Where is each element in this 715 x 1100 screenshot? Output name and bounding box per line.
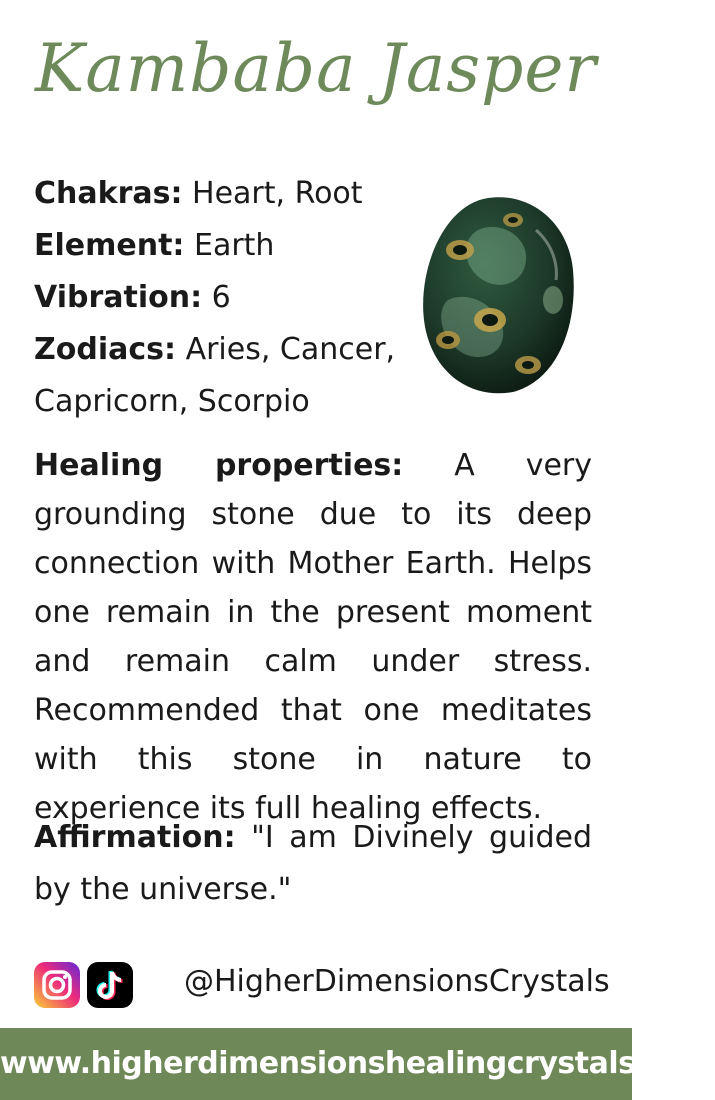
vibration-row — [34, 272, 414, 324]
zodiacs-label: Zodiacs: — [34, 332, 177, 367]
chakras-label: Chakras: — [34, 176, 183, 211]
vibration-label: Vibration: — [34, 280, 203, 315]
element-row — [34, 220, 414, 272]
affirmation-text: "I am Divinely guided by the universe." — [34, 820, 592, 907]
affirmation-paragraph — [34, 812, 592, 916]
footer-website-link[interactable]: www.higherdimensionshealingcrystals.com — [0, 1028, 632, 1100]
element-label: Element: — [34, 228, 185, 263]
tiktok-icon[interactable] — [87, 962, 133, 1008]
zodiacs-value-line2: Capricorn, Scorpio — [34, 384, 310, 419]
chakras-value: Heart, Root — [192, 176, 363, 211]
zodiacs-value-line1: Aries, Cancer, — [185, 332, 396, 367]
healing-label: Healing properties: — [34, 448, 404, 483]
affirmation-label: Affirmation: — [34, 820, 236, 855]
vibration-value: 6 — [211, 280, 231, 315]
social-bar — [34, 962, 610, 1010]
healing-properties-paragraph — [34, 441, 592, 833]
instagram-icon[interactable] — [34, 962, 80, 1008]
zodiacs-row — [34, 324, 414, 376]
healing-text: A very grounding stone due to its deep connection with Mother Earth. Helps one remain in the present moment and remain calm under stress. Recommended that one meditates with this stone in nature to experience its full healing effects. — [34, 448, 592, 826]
zodiacs-row-continued — [34, 376, 414, 428]
social-handle[interactable]: @HigherDimensionsCrystals — [184, 964, 610, 999]
page-title: Kambaba Jasper — [35, 30, 597, 107]
chakras-row — [34, 168, 414, 220]
kambaba-jasper-stone-image — [418, 190, 578, 400]
element-value: Earth — [193, 228, 275, 263]
attribute-list — [34, 168, 414, 428]
